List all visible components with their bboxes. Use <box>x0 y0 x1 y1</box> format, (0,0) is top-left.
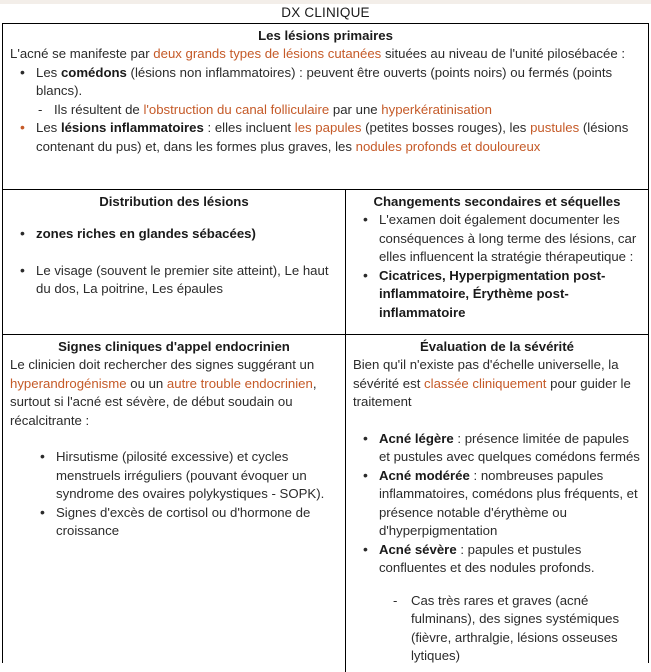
severity-text-a: Bien qu'il n'existe pas d'échelle universelle, la sévérité est <box>352 357 619 391</box>
highlight-clinical-classification: classée cliniquement <box>424 375 547 391</box>
endocrine-text-a: Le clinicien doit rechercher des signes suggérant un <box>10 357 315 372</box>
list-item-mild-acne <box>353 430 641 467</box>
distribution-list <box>10 225 338 299</box>
highlight-pustules: pustules <box>530 120 580 135</box>
endocrine-text-c: , surtout si l'acné est sévère, de début soudain ou récalcitrante : <box>10 375 317 428</box>
secondary-changes-list <box>353 211 641 322</box>
document-header: DX CLINIQUE <box>281 5 370 20</box>
moderate-acne-description: : nombreuses papules inflammatoires, comédons plus fréquents, et présence notable d'érythème ou d'hyperpigmentation <box>378 467 638 538</box>
list-item-comedons <box>10 64 641 101</box>
sequelae-text: Cicatrices, Hyperpigmentation post-inflammatoire, Érythème post-inflammatoire <box>378 267 606 320</box>
list-item-severe-acne <box>353 541 641 578</box>
origin-text-b: par une <box>329 101 382 117</box>
list-item-sequelae <box>353 267 641 323</box>
list-item-cortisol-excess: • Signes d'excès de cortisol ou d'hormone de croissance <box>10 504 338 541</box>
list-item-hirsutism: • Hirsutisme (pilosité excessive) et cycles menstruels irréguliers (pouvant évoquer un syndrome des ovaires polykystiques - SOPK). <box>10 448 338 504</box>
mild-acne-term: Acné légère <box>378 430 454 446</box>
highlight-follicular-obstruction: l'obstruction du canal folliculaire <box>143 101 330 117</box>
cell-severity-evaluation <box>346 335 648 672</box>
origin-text-a: Ils résultent de <box>54 101 144 117</box>
inflammatory-term: lésions inflammatoires <box>60 120 204 135</box>
inflammatory-text-d: (lésions contenant du pus) et, dans les formes plus graves, les <box>36 120 629 154</box>
severity-text-b: pour guider le traitement <box>352 375 631 409</box>
section-title-primary-lesions: Les lésions primaires <box>258 28 393 43</box>
primary-lesions-list <box>10 64 641 157</box>
highlight-hyperkeratinization: hyperkératinisation <box>381 101 492 117</box>
list-item-comedons-origin <box>10 101 641 120</box>
cell-secondary-changes <box>346 190 648 334</box>
comedons-term: comédons <box>60 64 127 80</box>
section-title-severity: Évaluation de la sévérité <box>420 339 574 354</box>
section-title-secondary-changes: Changements secondaires et séquelles <box>373 194 621 209</box>
highlight-lesion-types: deux grands types de lésions cutanées <box>153 46 382 61</box>
cell-endocrine-signs <box>3 335 346 672</box>
severity-intro <box>353 356 641 412</box>
table-row-endocrine-severity <box>3 335 648 672</box>
primary-lesions-intro <box>10 45 641 64</box>
severity-grades-list <box>353 430 641 666</box>
list-item-sebaceous-zones <box>10 225 338 244</box>
comedons-text-a: Les <box>36 64 61 80</box>
table-row-primary-lesions <box>3 24 648 190</box>
intro-text-b: situées au niveau de l'unité pilosébacée : <box>381 46 626 61</box>
moderate-acne-term: Acné modérée <box>378 467 470 483</box>
table-row-distribution-secondary <box>3 190 648 335</box>
intro-text-a: L'acné se manifeste par <box>10 46 154 61</box>
comedons-text-b: (lésions non inflammatoires) : peuvent être ouverts (points noirs) ou fermés (points blancs). <box>36 64 613 98</box>
cell-primary-lesions <box>3 24 648 189</box>
list-item-inflammatory-lesions <box>10 119 641 156</box>
section-title-endocrine-signs: Signes cliniques d'appel endocrinien <box>58 339 290 354</box>
section-title-distribution: Distribution des lésions <box>99 194 249 209</box>
list-item-moderate-acne <box>353 467 641 541</box>
sebaceous-zones-text: zones riches en glandes sébacées) <box>36 226 256 241</box>
clinical-findings-table <box>2 23 649 663</box>
list-item-long-term-consequences: • L'examen doit également documenter les conséquences à long terme des lésions, car elles influencent la stratégie thérapeutique : <box>353 211 641 267</box>
inflammatory-text-b: : elles incluent <box>203 120 295 135</box>
highlight-papules: les papules <box>294 120 362 135</box>
highlight-hyperandrogenism: hyperandrogénisme <box>10 375 127 391</box>
severe-acne-term: Acné sévère <box>378 541 457 557</box>
highlight-other-endocrine-disorder: autre trouble endocrinien <box>166 375 313 391</box>
cell-distribution <box>3 190 346 334</box>
endocrine-intro <box>10 356 338 430</box>
severe-acne-description: : papules et pustules confluentes et des nodules profonds. <box>378 541 595 575</box>
inflammatory-text-a: Les <box>36 120 61 135</box>
mild-acne-description: : présence limitée de papules et pustules avec quelques comédons fermés <box>378 430 640 464</box>
list-item-acne-fulminans: - Cas très rares et graves (acné fulminans), des signes systémiques (fièvre, arthralgie, lésions osseuses lytiques) <box>353 592 641 666</box>
highlight-deep-nodules: nodules profonds et douloureux <box>355 138 541 154</box>
inflammatory-text-c: (petites bosses rouges), les <box>361 120 531 135</box>
list-item-body-sites: • Le visage (souvent le premier site atteint), Le haut du dos, La poitrine, Les épaules <box>10 262 338 299</box>
endocrine-signs-list <box>10 448 338 541</box>
endocrine-text-b: ou un <box>126 375 167 391</box>
